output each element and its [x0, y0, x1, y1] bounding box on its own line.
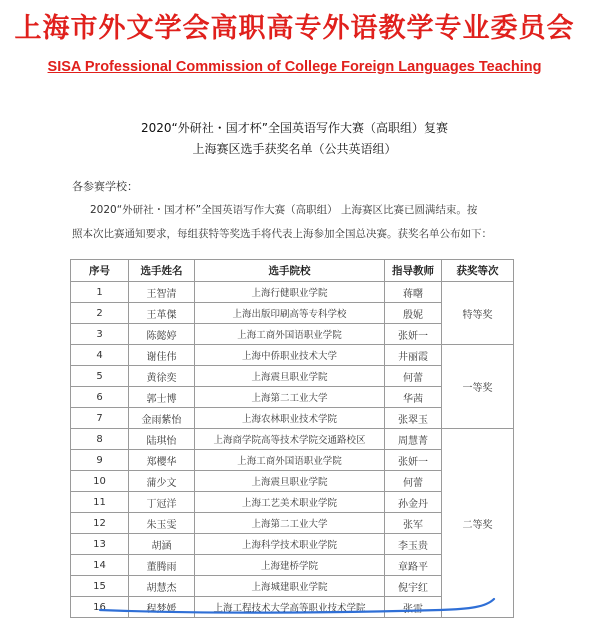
row-no: 9: [71, 450, 129, 471]
row-student-name: 蒲少文: [129, 471, 195, 492]
row-teacher: 井丽霞: [385, 345, 442, 366]
row-teacher: 孙金丹: [385, 492, 442, 513]
row-student-name: 黄徐奕: [129, 366, 195, 387]
row-no: 1: [71, 282, 129, 303]
header-teacher: 指导教师: [385, 260, 442, 282]
document-title-line1: 2020“外研社・国才杯”全国英语写作大赛（高职组）复赛: [141, 121, 448, 135]
row-school: 上海工商外国语职业学院: [195, 450, 385, 471]
award-level-cell: 一等奖: [442, 345, 514, 429]
row-school: 上海商学院高等技术学院交通路校区: [195, 429, 385, 450]
row-teacher: 张雷: [385, 597, 442, 618]
intro-paragraph-line1: 2020“外研社・国才杯”全国英语写作大赛（高职组） 上海赛区比赛已圆满结束。按: [90, 204, 478, 216]
row-no: 6: [71, 387, 129, 408]
row-school: 上海工程技术大学高等职业技术学院: [195, 597, 385, 618]
row-student-name: 胡慧杰: [129, 576, 195, 597]
table-row: [71, 345, 514, 366]
row-student-name: 陆琪怡: [129, 429, 195, 450]
organization-name-cn: 上海市外文学会高职高专外语教学专业委员会: [14, 13, 575, 44]
row-teacher: 李玉贵: [385, 534, 442, 555]
row-teacher: 周慧菁: [385, 429, 442, 450]
row-teacher: 华茜: [385, 387, 442, 408]
row-no: 11: [71, 492, 129, 513]
row-no: 14: [71, 555, 129, 576]
organization-name-en: SISA Professional Commission of College Foreign Languages Teaching: [47, 59, 542, 75]
row-teacher: 章路平: [385, 555, 442, 576]
header-no: 序号: [71, 260, 129, 282]
header-award: 获奖等次: [442, 260, 514, 282]
row-no: 13: [71, 534, 129, 555]
table-body: [71, 282, 514, 618]
row-student-name: 郑樱华: [129, 450, 195, 471]
row-student-name: 程梦媛: [129, 597, 195, 618]
row-school: 上海行健职业学院: [195, 282, 385, 303]
salutation: 各参赛学校：: [72, 180, 138, 193]
row-school: 上海城建职业学院: [195, 576, 385, 597]
row-student-name: 郭士博: [129, 387, 195, 408]
row-no: 4: [71, 345, 129, 366]
row-no: 3: [71, 324, 129, 345]
row-no: 5: [71, 366, 129, 387]
row-student-name: 董腾雨: [129, 555, 195, 576]
row-teacher: 何蕾: [385, 471, 442, 492]
row-student-name: 金雨紫怡: [129, 408, 195, 429]
row-school: 上海中侨职业技术大学: [195, 345, 385, 366]
row-no: 16: [71, 597, 129, 618]
header-name: 选手姓名: [129, 260, 195, 282]
row-school: 上海第二工业大学: [195, 387, 385, 408]
row-student-name: 朱玉雯: [129, 513, 195, 534]
row-teacher: 张妍一: [385, 450, 442, 471]
row-student-name: 王革傑: [129, 303, 195, 324]
row-student-name: 谢佳伟: [129, 345, 195, 366]
row-school: 上海工商外国语职业学院: [195, 324, 385, 345]
awards-table: [70, 259, 514, 618]
row-school: 上海出版印刷高等专科学校: [195, 303, 385, 324]
row-teacher: 张妍一: [385, 324, 442, 345]
table-row: [71, 282, 514, 303]
row-no: 10: [71, 471, 129, 492]
row-school: 上海建桥学院: [195, 555, 385, 576]
row-teacher: 倪宇红: [385, 576, 442, 597]
row-school: 上海工艺美术职业学院: [195, 492, 385, 513]
row-no: 2: [71, 303, 129, 324]
header-school: 选手院校: [195, 260, 385, 282]
row-teacher: 张军: [385, 513, 442, 534]
row-no: 15: [71, 576, 129, 597]
intro-paragraph-line2: 照本次比赛通知要求，每组获特等奖选手将代表上海参加全国总决赛。获奖名单公布如下：: [72, 228, 492, 240]
table-row: [71, 429, 514, 450]
row-student-name: 丁冠洋: [129, 492, 195, 513]
row-school: 上海震旦职业学院: [195, 366, 385, 387]
award-level-cell: 二等奖: [442, 429, 514, 618]
row-student-name: 陈懿婷: [129, 324, 195, 345]
row-teacher: 蒋曙: [385, 282, 442, 303]
row-school: 上海第二工业大学: [195, 513, 385, 534]
row-school: 上海震旦职业学院: [195, 471, 385, 492]
row-no: 8: [71, 429, 129, 450]
row-no: 7: [71, 408, 129, 429]
row-student-name: 王智清: [129, 282, 195, 303]
row-no: 12: [71, 513, 129, 534]
row-student-name: 胡涵: [129, 534, 195, 555]
row-teacher: 何蕾: [385, 366, 442, 387]
row-school: 上海农林职业技术学院: [195, 408, 385, 429]
table-header-row: [71, 260, 514, 282]
document-title-line2: 上海赛区选手获奖名单（公共英语组）: [192, 142, 397, 156]
row-teacher: 张翠玉: [385, 408, 442, 429]
award-level-cell: 特等奖: [442, 282, 514, 345]
row-teacher: 殷妮: [385, 303, 442, 324]
row-school: 上海科学技术职业学院: [195, 534, 385, 555]
